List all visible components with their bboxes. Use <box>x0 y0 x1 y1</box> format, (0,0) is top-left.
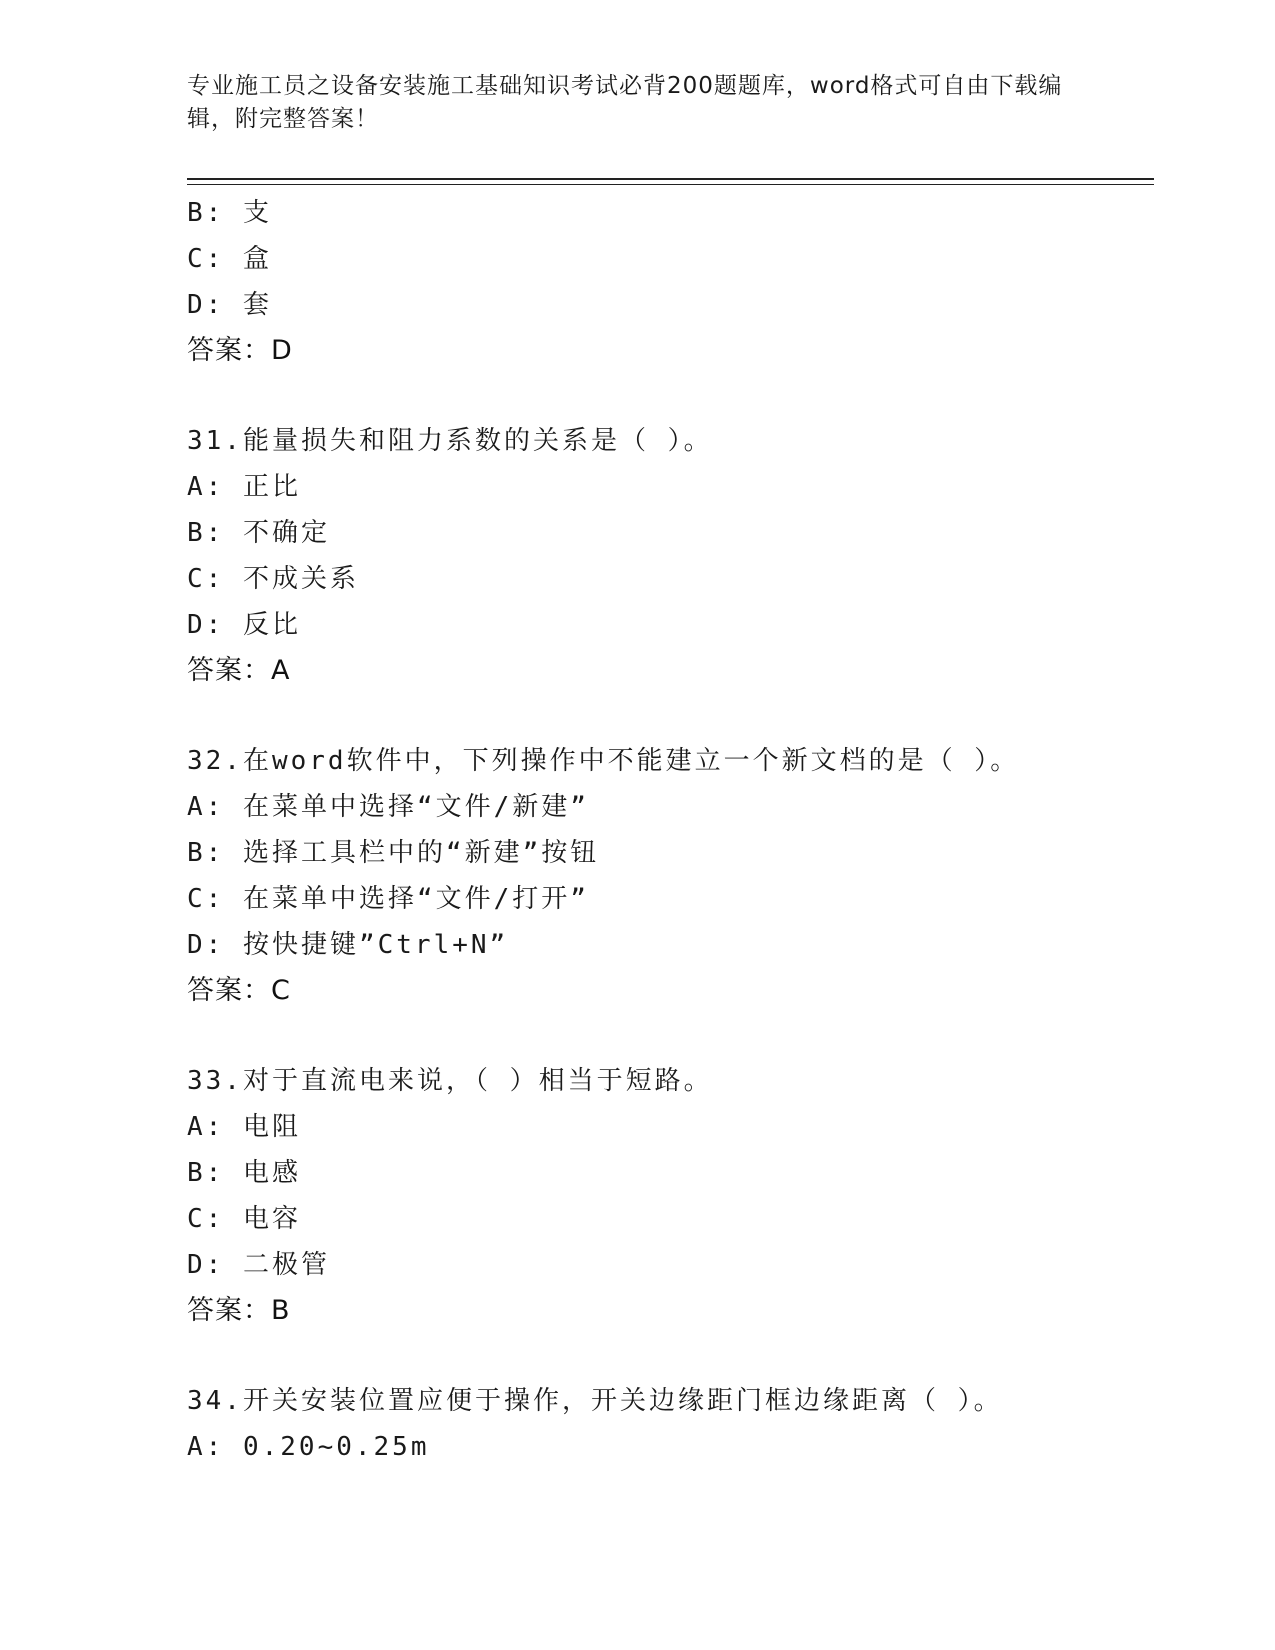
answer-label: 答案：B <box>187 1295 291 1326</box>
question-31 <box>187 418 1147 694</box>
option-d: D: 套 <box>187 290 272 320</box>
option-c: C: 盒 <box>187 244 272 274</box>
answer-label: 答案：A <box>187 655 291 686</box>
option-d: D: 按快捷键”Ctrl+N” <box>187 930 509 960</box>
question-text: 32.在word软件中，下列操作中不能建立一个新文档的是（ ）。 <box>187 746 1020 776</box>
question-32 <box>187 738 1147 1014</box>
document-header-title: 专业施工员之设备安装施工基础知识考试必背200题题库，word格式可自由下载编辑，附完整答案！ <box>187 73 1063 132</box>
option-a: A: 0.20~0.25m <box>187 1432 430 1462</box>
answer-label: 答案：D <box>187 335 293 366</box>
option-c: C: 不成关系 <box>187 564 359 594</box>
option-a: A: 电阻 <box>187 1112 301 1142</box>
option-d: D: 二极管 <box>187 1250 330 1280</box>
option-b: B: 选择工具栏中的“新建”按钮 <box>187 838 600 868</box>
option-a: A: 在菜单中选择“文件/新建” <box>187 792 589 822</box>
option-a: A: 正比 <box>187 472 301 502</box>
question-text: 33.对于直流电来说，（ ）相当于短路。 <box>187 1066 713 1096</box>
question-text: 34.开关安装位置应便于操作，开关边缘距门框边缘距离（ ）。 <box>187 1386 1003 1416</box>
header-divider <box>187 178 1154 180</box>
header-divider-thin <box>187 184 1154 185</box>
answer-label: 答案：C <box>187 975 291 1006</box>
question-text: 31.能量损失和阻力系数的关系是（ ）。 <box>187 426 713 456</box>
option-d: D: 反比 <box>187 610 301 640</box>
option-b: B: 支 <box>187 198 272 228</box>
option-b: B: 不确定 <box>187 518 330 548</box>
question-33 <box>187 1058 1147 1334</box>
option-b: B: 电感 <box>187 1158 301 1188</box>
option-c: C: 在菜单中选择“文件/打开” <box>187 884 589 914</box>
question-34 <box>187 1378 1147 1470</box>
question-list <box>187 190 1147 1470</box>
option-c: C: 电容 <box>187 1204 301 1234</box>
question-30 <box>187 190 1147 374</box>
